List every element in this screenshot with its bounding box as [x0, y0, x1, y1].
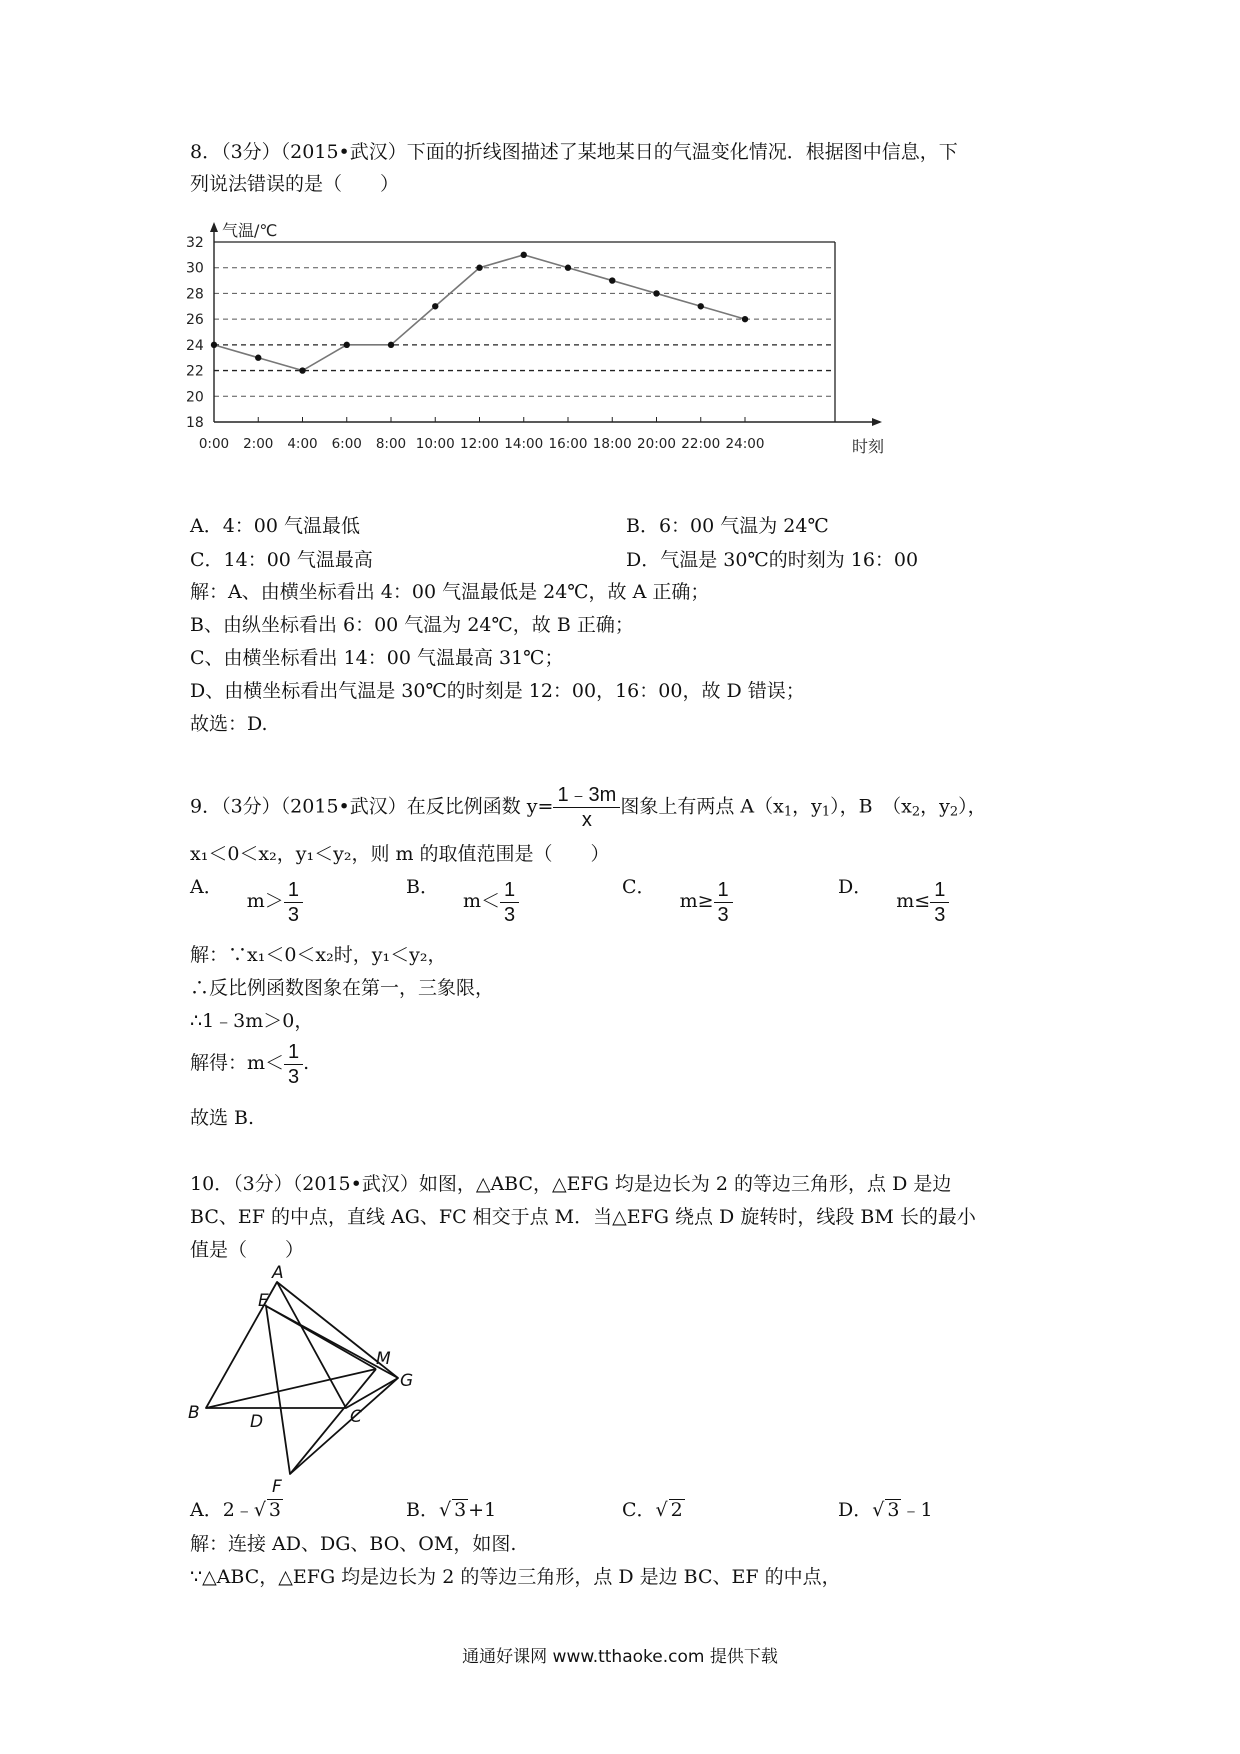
- q8-option-a: A．4：00 气温最低: [190, 515, 361, 537]
- temperature-data-point: [344, 342, 350, 348]
- segment-em: [266, 1306, 376, 1369]
- x-tick-label: 8:00: [375, 436, 407, 452]
- fraction-denominator: 3: [288, 1066, 300, 1088]
- q8-solution-line4: D、由横坐标看出气温是 30℃的时刻是 12：00，16：00，故 D 错误；: [190, 680, 805, 702]
- x-tick-label: 10:00: [415, 436, 455, 452]
- fraction-one-third: [930, 878, 949, 927]
- option-text: B．: [406, 1499, 439, 1521]
- x-tick-label: 22:00: [681, 436, 721, 452]
- temperature-data-point: [653, 290, 659, 296]
- q10-option-b: [406, 1498, 496, 1522]
- fraction-numerator: 1: [284, 1040, 303, 1065]
- x-tick-label: 6:00: [331, 436, 362, 452]
- fraction-denominator: 3: [717, 904, 729, 926]
- q8-option-b: B．6：00 气温为 24℃: [626, 515, 829, 537]
- q9-stem-text: 9．（3分）（2015•武汉）在反比例函数 y=: [190, 795, 554, 818]
- label-m: M: [376, 1349, 391, 1369]
- label-c: C: [350, 1407, 362, 1427]
- q8-solution-answer: 故选：D.: [190, 713, 268, 735]
- radicand: 3: [454, 1499, 467, 1521]
- temperature-data-point: [388, 342, 394, 348]
- triangle-abc: [206, 1282, 346, 1408]
- label-a: A: [272, 1263, 284, 1283]
- q8-option-d: D．气温是 30℃的时刻为 16：00: [626, 549, 919, 571]
- temperature-data-point: [476, 265, 482, 271]
- y-tick-label: 28: [186, 286, 204, 303]
- q9-solution-line3: ∴1﹣3m＞0，: [190, 1010, 314, 1032]
- q10-option-a: [190, 1498, 283, 1522]
- option-label: C．: [622, 876, 656, 898]
- x-axis-label: 时刻: [852, 437, 885, 456]
- q9-solution-line2: ∴反比例函数图象在第一，三象限，: [190, 977, 495, 999]
- q9-solution-line1: 解：∵x₁＜0＜x₂时，y₁＜y₂，: [190, 944, 447, 966]
- sqrt-icon: √: [872, 1499, 885, 1521]
- radicand: 3: [887, 1499, 900, 1521]
- segment-bm: [206, 1369, 376, 1408]
- fraction-denominator: x: [581, 809, 592, 831]
- y-tick-label: 18: [186, 415, 204, 431]
- q8-solution-line2: B、由纵坐标看出 6：00 气温为 24℃，故 B 正确；: [190, 614, 634, 636]
- y-tick-label: 20: [186, 389, 204, 406]
- fraction-numerator: 1: [714, 878, 733, 903]
- q10-option-d: [838, 1498, 933, 1522]
- q9-stem-points: 图象上有两点 A（x: [620, 795, 784, 818]
- q10-stem-line1: 10．（3分）（2015•武汉）如图，△ABC，△EFG 均是边长为 2 的等边三角形，点 D 是边: [190, 1173, 952, 1195]
- option-label: B．: [406, 876, 439, 898]
- y-tick-label: 32: [186, 235, 204, 251]
- temperature-data-point: [432, 303, 438, 309]
- segment-cg: [346, 1378, 398, 1408]
- fraction-denominator: 3: [934, 904, 946, 926]
- temperature-data-point: [698, 303, 704, 309]
- temperature-data-point: [521, 252, 527, 258]
- temperature-series-line: [214, 255, 745, 371]
- temperature-data-point: [609, 277, 615, 283]
- fraction-numerator: 1: [284, 878, 303, 903]
- q9-option-a: [190, 875, 303, 927]
- q9-option-d: [838, 875, 949, 927]
- option-relation: m≤: [896, 890, 931, 912]
- fraction-one-third: [284, 878, 303, 927]
- solution-text: 解得：m＜: [190, 1052, 285, 1074]
- q8-solution-line1: 解：A、由横坐标看出 4：00 气温最低是 24℃，故 A 正确；: [190, 581, 710, 603]
- y-axis-arrow-icon: [210, 222, 218, 232]
- option-text: D．: [838, 1499, 873, 1521]
- x-tick-label: 0:00: [198, 436, 230, 452]
- q8-solution-line3: C、由横坐标看出 14：00 气温最高 31℃；: [190, 647, 564, 669]
- q8-option-c: C．14：00 气温最高: [190, 549, 373, 571]
- option-relation: m＞: [246, 890, 284, 912]
- q9-function-fraction: [553, 783, 620, 832]
- x-tick-label: 16:00: [548, 436, 588, 452]
- q9-stem-line2: x₁＜0＜x₂，y₁＜y₂，则 m 的取值范围是（ ）: [190, 843, 610, 865]
- fraction-denominator: 3: [287, 904, 299, 926]
- x-tick-label: 24:00: [725, 436, 765, 452]
- fraction-numerator: 1﹣3m: [553, 783, 620, 808]
- triangle-rotation-diagram: [180, 1262, 420, 1492]
- label-g: G: [400, 1371, 414, 1391]
- radicand: 3: [268, 1499, 282, 1521]
- temperature-data-point: [255, 355, 261, 361]
- label-f: F: [272, 1477, 282, 1492]
- fraction-numerator: 1: [500, 878, 519, 903]
- option-suffix: +1: [468, 1499, 497, 1521]
- q10-option-c: [622, 1498, 685, 1522]
- option-text: C．: [622, 1499, 656, 1521]
- fraction-one-third: [714, 878, 733, 927]
- q9-option-c: [622, 875, 733, 927]
- y-tick-label: 26: [186, 312, 204, 329]
- label-b: B: [188, 1403, 200, 1423]
- x-tick-label: 18:00: [592, 436, 632, 452]
- x-tick-label: 12:00: [460, 436, 499, 452]
- x-axis-arrow-icon: [872, 418, 882, 426]
- y-tick-label: 22: [186, 363, 204, 380]
- x-tick-label: 14:00: [504, 436, 544, 452]
- label-d: D: [250, 1412, 264, 1432]
- temperature-data-point: [299, 367, 305, 373]
- y-tick-label: 30: [186, 260, 204, 277]
- sqrt-icon: √: [655, 1499, 668, 1521]
- y-tick-label: 24: [186, 337, 204, 354]
- label-e: E: [258, 1291, 269, 1311]
- y-axis-label: 气温/℃: [222, 222, 278, 240]
- temperature-data-point: [565, 265, 571, 271]
- option-label: D．: [838, 876, 873, 898]
- q9-solution-line4: [190, 1040, 309, 1096]
- q8-stem-line2: 列说法错误的是（ ）: [190, 173, 400, 195]
- page-footer: 通通好课网 www.tthaoke.com 提供下载: [462, 1647, 778, 1667]
- q10-solution-line1: 解：连接 AD、DG、BO、OM，如图.: [190, 1533, 517, 1555]
- fraction-numerator: 1: [930, 878, 949, 903]
- fraction-denominator: 3: [504, 904, 516, 926]
- option-relation: m＜: [463, 890, 501, 912]
- temperature-data-point: [211, 342, 217, 348]
- option-suffix: ﹣1: [901, 1499, 933, 1521]
- radicand: 2: [670, 1499, 683, 1521]
- x-tick-label: 2:00: [243, 436, 274, 452]
- x-tick-label: 20:00: [637, 436, 676, 452]
- sqrt-icon: √: [253, 1499, 266, 1521]
- q9-stem-line1: 9．（3分）（2015•武汉）在反比例函数 y= $\frac{1﹣3m}{x}$ 图象上有两点 $A(x_1$，$y_1$），B （$x_2$，$y_2$），: [190, 784, 987, 831]
- temperature-line-chart: [180, 222, 900, 492]
- q9-solution-answer: 故选 B.: [190, 1107, 255, 1129]
- solution-period: .: [303, 1052, 310, 1074]
- x-tick-label: 4:00: [287, 436, 318, 452]
- sqrt-icon: √: [438, 1499, 452, 1521]
- fraction-one-third: [500, 878, 519, 927]
- option-relation: m≥: [679, 890, 714, 912]
- q9-option-b: [406, 875, 519, 927]
- fraction-one-third: [284, 1040, 303, 1089]
- q10-stem-line3: 值是（ ）: [190, 1239, 305, 1261]
- q10-stem-line2: BC、EF 的中点，直线 AG、FC 相交于点 M．当△EFG 绕点 D 旋转时，线段 BM 长的最小: [190, 1206, 976, 1228]
- temperature-data-point: [742, 316, 748, 322]
- q10-solution-line2: ∵△ABC，△EFG 均是边长为 2 的等边三角形，点 D 是边 BC、EF 的中点，: [190, 1566, 841, 1588]
- q8-stem-line1: 8．（3分）（2015•武汉）下面的折线图描述了某地某日的气温变化情况．根据图中信息，下: [190, 141, 958, 163]
- option-label: A．: [190, 876, 223, 898]
- option-text: A．2﹣: [190, 1499, 254, 1521]
